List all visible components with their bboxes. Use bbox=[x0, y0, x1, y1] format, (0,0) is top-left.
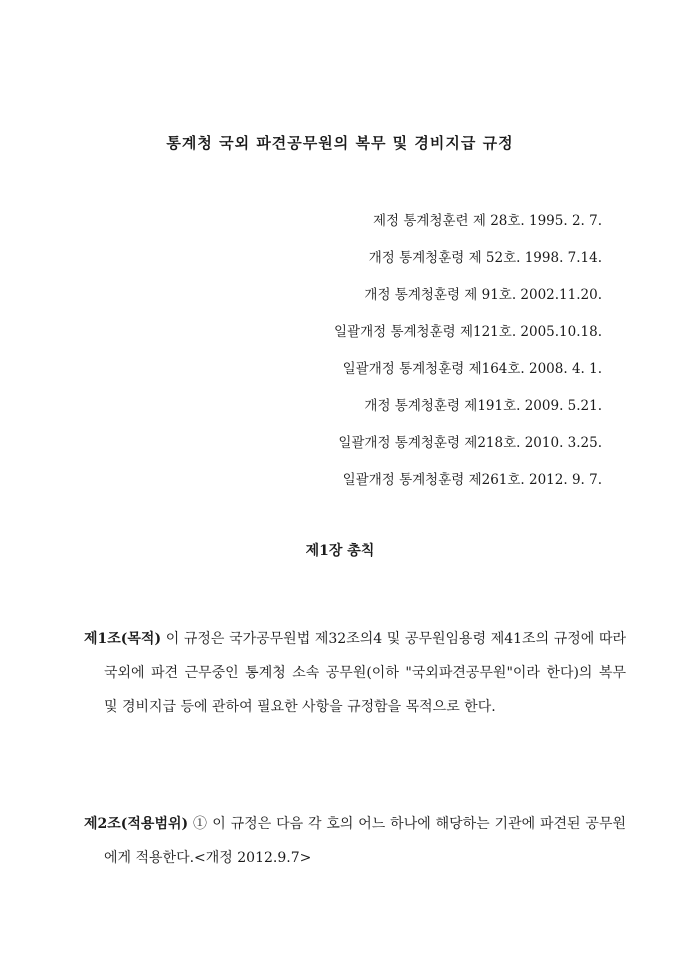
history-entry: 일괄개정 통계청훈령 제164호. 2008. 4. 1. bbox=[342, 361, 602, 377]
chapter-heading: 제1장 총칙 bbox=[305, 543, 375, 559]
revision-history bbox=[142, 210, 602, 506]
history-entry: 개정 통계청훈령 제 52호. 1998. 7.14. bbox=[368, 250, 602, 266]
article-heading: 제2조(적용범위) bbox=[84, 816, 189, 832]
document-title: 통계청 국외 파견공무원의 복무 및 경비지급 규정 bbox=[166, 134, 514, 152]
history-entry: 일괄개정 통계청훈령 제261호. 2012. 9. 7. bbox=[342, 472, 602, 488]
history-entry: 일괄개정 통계청훈령 제121호. 2005.10.18. bbox=[334, 324, 602, 340]
history-entry: 일괄개정 통계청훈령 제218호. 2010. 3.25. bbox=[338, 435, 602, 451]
article-heading: 제1조(목적) bbox=[84, 631, 162, 647]
history-entry: 개정 통계청훈령 제 91호. 2002.11.20. bbox=[364, 287, 602, 303]
article-2 bbox=[84, 807, 626, 875]
article-text: ① 이 규정은 다음 각 호의 어느 하나에 해당하는 기관에 파견된 공무원에게 적용한다.<개정 2012.9.7> bbox=[104, 816, 626, 866]
history-entry: 제정 통계청훈련 제 28호. 1995. 2. 7. bbox=[373, 213, 602, 229]
article-text: 이 규정은 국가공무원법 제32조의4 및 공무원임용령 제41조의 규정에 따라 국외에 파견 근무중인 통계청 소속 공무원(이하 "국외파견공무원"이라 한다)의 복무 및 경비지급 등에 관하여 필요한 사항을 규정함을 목적으로 한다. bbox=[104, 631, 626, 715]
history-entry: 개정 통계청훈령 제191호. 2009. 5.21. bbox=[364, 398, 602, 414]
article-1 bbox=[84, 622, 626, 724]
